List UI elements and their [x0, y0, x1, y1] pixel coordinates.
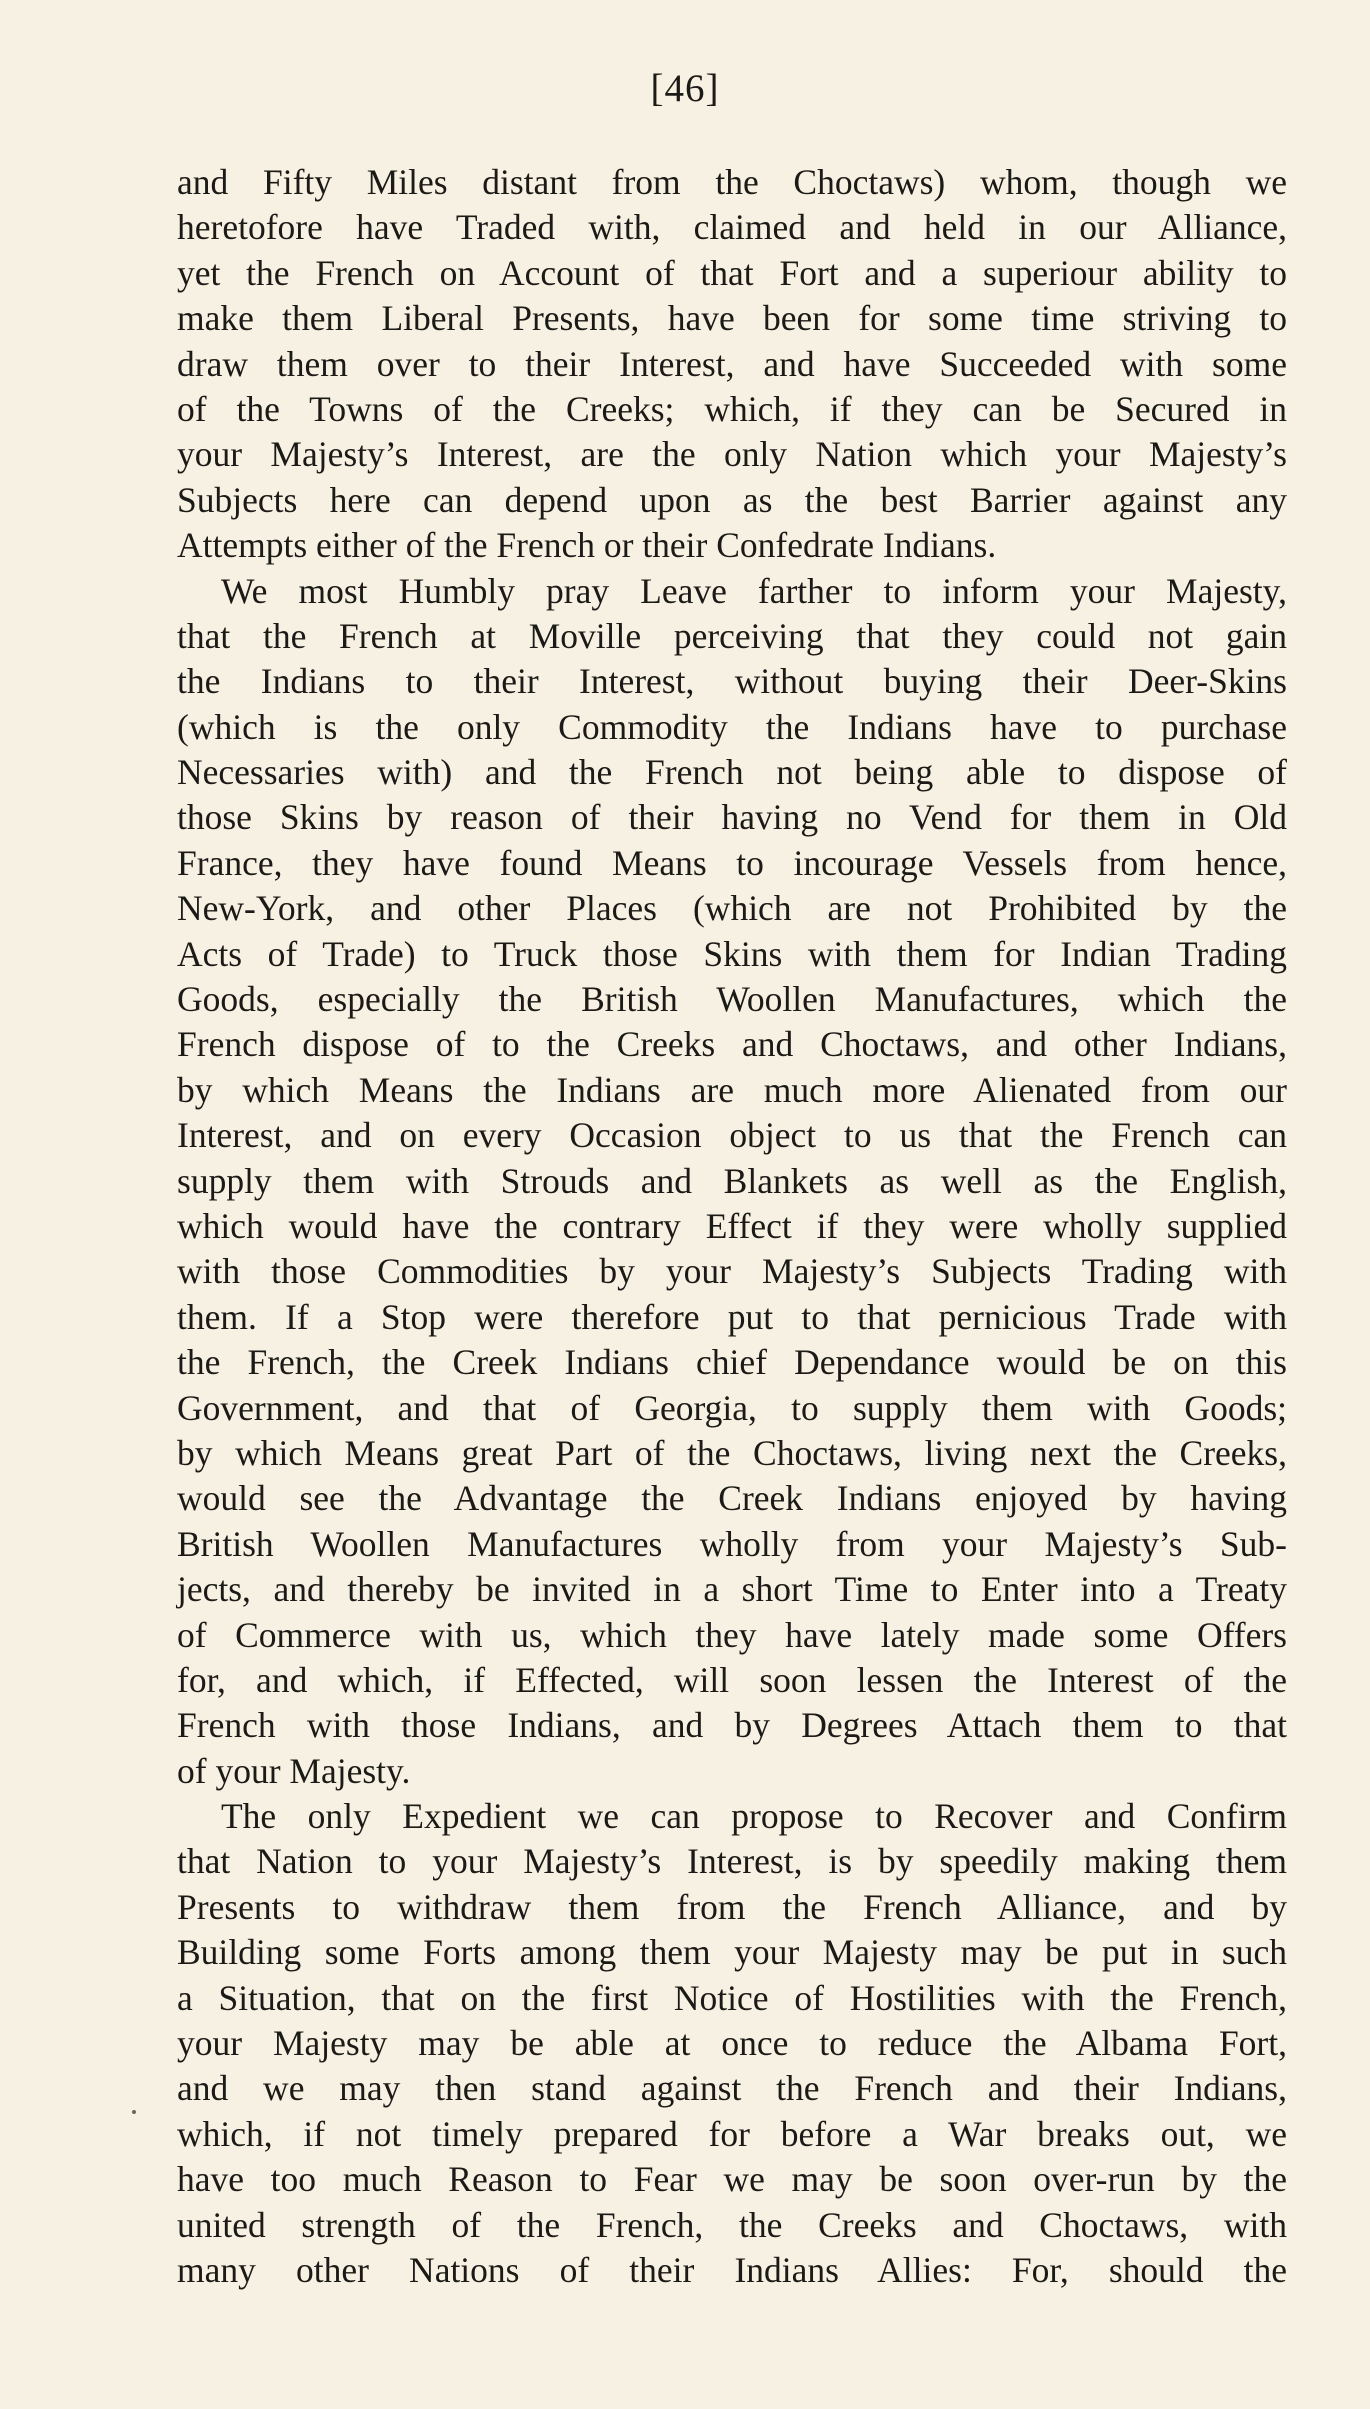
text-line: Necessaries with) and the French not being able to dispose of	[177, 752, 1287, 793]
text-line: have too much Reason to Fear we may be soon over-run by the	[177, 2159, 1287, 2200]
text-line: that Nation to your Majesty’s Interest, is by speedily making them	[177, 1841, 1287, 1882]
text-line: a Situation, that on the first Notice of Hostilities with the French,	[177, 1977, 1287, 2018]
text-line: We most Humbly pray Leave farther to inform your Majesty,	[221, 570, 1287, 611]
text-line: Subjects here can depend upon as the best Barrier against any	[177, 479, 1287, 520]
text-line: those Skins by reason of their having no Vend for them in Old	[177, 797, 1287, 838]
text-line: of your Majesty.	[177, 1750, 411, 1791]
text-line: Goods, especially the British Woollen Manufactures, which the	[177, 979, 1287, 1020]
text-line: New-York, and other Places (which are not Prohibited by the	[177, 888, 1287, 929]
text-line: your Majesty’s Interest, are the only Nation which your Majesty’s	[177, 434, 1287, 475]
text-line: for, and which, if Effected, will soon lessen the Interest of the	[177, 1659, 1287, 1700]
text-line: (which is the only Commodity the Indians have to purchase	[177, 706, 1287, 747]
text-line: British Woollen Manufactures wholly from your Majesty’s Sub-	[177, 1523, 1287, 1564]
text-line: supply them with Strouds and Blankets as well as the English,	[177, 1160, 1287, 1201]
text-line: that the French at Moville perceiving that they could not gain	[177, 615, 1287, 656]
text-line: Interest, and on every Occasion object to us that the French can	[177, 1115, 1287, 1156]
text-line: by which Means great Part of the Choctaws, living next the Creeks,	[177, 1432, 1287, 1473]
text-line: Presents to withdraw them from the French Alliance, and by	[177, 1886, 1287, 1927]
text-line: heretofore have Traded with, claimed and held in our Alliance,	[177, 207, 1287, 248]
text-line: and we may then stand against the French and their Indians,	[177, 2068, 1287, 2109]
text-line: would see the Advantage the Creek Indians enjoyed by having	[177, 1478, 1287, 1519]
text-line: Building some Forts among them your Majesty may be put in such	[177, 1932, 1287, 1973]
text-line: and Fifty Miles distant from the Choctaws) whom, though we	[177, 162, 1287, 202]
text-line: of Commerce with us, which they have lately made some Offers	[177, 1614, 1287, 1655]
ink-speck	[132, 2110, 136, 2114]
text-line: by which Means the Indians are much more Alienated from our	[177, 1069, 1287, 1110]
text-line: The only Expedient we can propose to Recover and Confirm	[221, 1796, 1287, 1837]
text-line: draw them over to their Interest, and have Succeeded with some	[177, 343, 1287, 384]
text-line: yet the French on Account of that Fort and a superiour ability to	[177, 252, 1287, 293]
text-line: with those Commodities by your Majesty’s Subjects Trading with	[177, 1251, 1287, 1292]
text-line: France, they have found Means to incourage Vessels from hence,	[177, 842, 1287, 883]
text-line: of the Towns of the Creeks; which, if they can be Secured in	[177, 388, 1287, 429]
text-line: many other Nations of their Indians Allies: For, should the	[177, 2249, 1287, 2290]
page-number: [46]	[650, 67, 720, 110]
text-line: which, if not timely prepared for before a War breaks out, we	[177, 2113, 1287, 2154]
text-line: Attempts either of the French or their Confedrate Indians.	[177, 525, 997, 566]
text-line: French with those Indians, and by Degrees Attach them to that	[177, 1705, 1287, 1746]
text-line: French dispose of to the Creeks and Choctaws, and other Indians,	[177, 1024, 1287, 1065]
text-line: make them Liberal Presents, have been for some time striving to	[177, 298, 1287, 339]
text-line: Government, and that of Georgia, to supply them with Goods;	[177, 1387, 1287, 1428]
text-line: which would have the contrary Effect if they were wholly supplied	[177, 1205, 1287, 1246]
text-line: the French, the Creek Indians chief Dependance would be on this	[177, 1342, 1287, 1383]
text-line: your Majesty may be able at once to reduce the Albama Fort,	[177, 2023, 1287, 2064]
text-line: the Indians to their Interest, without buying their Deer-Skins	[177, 661, 1287, 702]
body-text	[177, 160, 1287, 2293]
text-line: them. If a Stop were therefore put to that pernicious Trade with	[177, 1296, 1287, 1337]
text-line: jects, and thereby be invited in a short Time to Enter into a Treaty	[177, 1569, 1287, 1610]
text-line: united strength of the French, the Creeks and Choctaws, with	[177, 2204, 1287, 2245]
text-line: Acts of Trade) to Truck those Skins with them for Indian Trading	[177, 933, 1287, 974]
